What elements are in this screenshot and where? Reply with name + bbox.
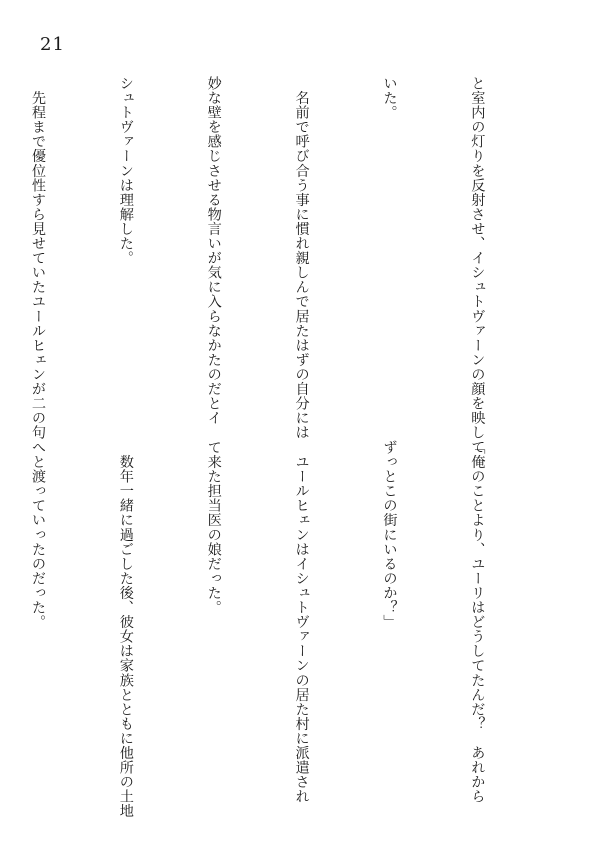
text-line: へと渡っていったのだった。 [29,440,46,630]
text-line: て来た担当医の娘だった。 [205,440,222,615]
text-line: いた。 [381,76,398,120]
text-line: 名前で呼び合う事に慣れ親しんで居たはずの自分には [293,76,310,440]
text-line: 妙な壁を感じさせる物言いが気に入らなかたのだとイ [205,76,222,426]
text-line: 「俺のことより、ユーリはどうしてたんだ？ あれから [469,440,486,804]
text-line: 数年一緒に過ごした後、彼女は家族とともに他所の土地 [117,440,134,819]
text-line: シュトヴァーンは理解した。 [117,76,134,266]
text-line: ずっとこの街にいるのか？」 [381,440,398,630]
text-line: 先程まで優位性すら見せていたユールヒェンが二の句 [29,76,46,440]
upper-text-block [29,76,550,455]
text-line: と室内の灯りを反射させ、イシュトヴァーンの顔を映して [469,76,486,455]
page-number: 21 [40,34,65,55]
lower-text-block [29,440,550,819]
text-line: ユールヒェンはイシュトヴァーンの居た村に派遣され [293,440,310,804]
